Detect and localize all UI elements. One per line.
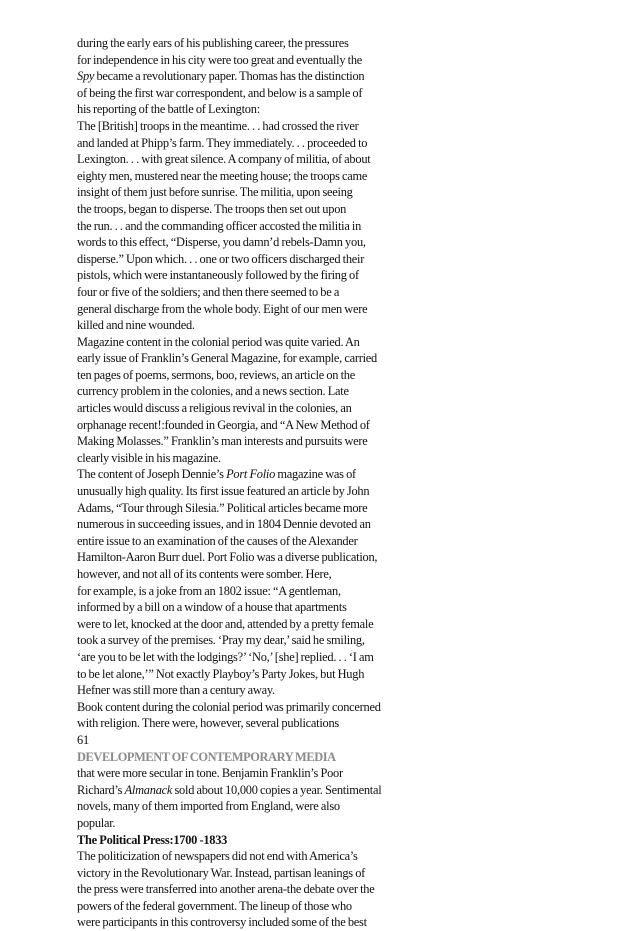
text-line: Magazine content in the colonial period was quite varied. An [77,334,360,349]
text-line: The content of Joseph Dennie’s Port Folio magazine was of [77,467,356,482]
text-line: clearly visible in his magazine. [77,450,221,465]
text-line: the run. . . and the commanding officer accosted the militia in [77,218,362,233]
text-line: orphanage recent!:founded in Georgia, and “A New Method of [77,417,370,432]
running-header: DEVELOPMENT OF CONTEMPORARY MEDIA [77,749,336,764]
text-line: Making Molasses.” Franklin’s man interests and pursuits were [77,434,368,449]
text-line: pistols, which were instantaneously followed by the firing of [77,268,359,283]
text-line: ten pages of poems, sermons, boo, reviews, an article on the [77,367,355,382]
text-line: to be let alone,’” Not exactly Playboy’s Party Jokes, but Hugh [77,666,365,681]
section-heading: The Political Press:1700 -1833 [77,832,228,847]
text-line: Hamilton-Aaron Burr duel. Port Folio was a diverse publication, [77,550,378,565]
page-number: 61 [77,732,89,747]
text-line: the troops, began to disperse. The troops then set out upon [77,201,347,216]
text-line: novels, many of them imported from England, were also [77,799,340,814]
text-line: his reporting of the battle of Lexington: [77,102,260,117]
section-paragraph [77,848,397,931]
text-line: Spy became a revolutionary paper. Thomas has the distinction [77,69,365,84]
text-line: Richard’s Almanack sold about 10,000 copies a year. Sentimental [77,782,382,797]
text-line: were to let, knocked at the door and, attended by a pretty female [77,616,374,631]
text-line: during the early ears of his publishing career, the pressures [77,36,349,50]
page-text [77,35,397,931]
text-line: took a survey of the premises. ‘Pray my dear,’ said he smiling, [77,633,365,648]
text-line: early issue of Franklin’s General Magazine, for example, carried [77,351,377,366]
text-line: unusually high quality. Its first issue featured an article by John [77,484,370,499]
text-line: articles would discuss a religious revival in the colonies, an [77,401,352,416]
text-line: entire issue to an examination of the causes of the Alexander [77,533,358,548]
text-line: The politicization of newspapers did not end with America’s [77,849,358,864]
text-line: of being the first war correspondent, and below is a sample of [77,85,363,100]
text-line: disperse.” Upon which. . . one or two officers discharged their [77,251,365,266]
text-line: insight of them just before sunrise. The militia, upon seeing [77,185,353,200]
text-line: Hefner was still more than a century away. [77,683,275,698]
text-line: Lexington. . . with great silence. A company of militia, of about [77,152,371,167]
continued-paragraph [77,765,397,831]
text-line: that were more secular in tone. Benjamin Franklin’s Poor [77,766,343,781]
text-line: eighty men, mustered near the meeting house; the troops came [77,168,368,183]
text-line: were participants in this controversy included some of the best [77,915,367,930]
text-line: with religion. There were, however, several publications [77,716,340,731]
text-line: words to this effect, “Disperse, you damn’d rebels-Damn you, [77,235,366,250]
text-line: general discharge from the whole body. Eight of our men were [77,301,368,316]
text-line: however, and not all of its contents were somber. Here, [77,567,332,581]
text-line: informed by a bill on a window of a house that apartments [77,600,347,615]
text-line: the press were transferred into another arena-the debate over the [77,882,375,897]
text-line: The [British] troops in the meantime. . . had crossed the river [77,118,359,133]
text-line: for example, is a joke from an 1802 issue: “A gentleman, [77,583,341,598]
text-line: currency problem in the colonies, and a news section. Late [77,384,349,399]
text-line: for independence in his city were too great and eventually the [77,52,363,67]
text-line: victory in the Revolutionary War. Instead, partisan leanings of [77,865,366,880]
text-line: Book content during the colonial period was primarily concerned [77,699,381,714]
body-paragraphs [77,35,397,732]
text-line: numerous in succeeding issues, and in 1804 Dennie devoted an [77,517,371,532]
text-line: killed and nine wounded. [77,318,195,333]
text-line: powers of the federal government. The lineup of those who [77,898,352,913]
text-line: Adams, “Tour through Silesia.” Political articles became more [77,500,368,515]
text-line: popular. [77,815,116,830]
text-line: and landed at Phipp’s farm. They immediately. . . proceeded to [77,135,368,150]
text-line: four or five of the soldiers; and then there seemed to be a [77,284,340,299]
text-line: ‘are you to be let with the lodgings?’ ‘No,’ [she] replied. . . ‘I am [77,649,374,664]
